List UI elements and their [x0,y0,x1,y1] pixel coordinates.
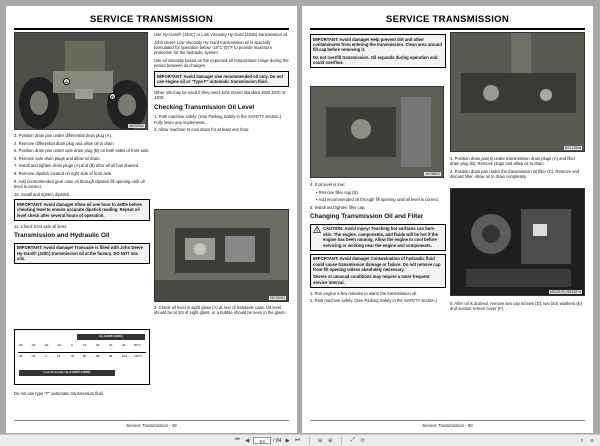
previous-page-button[interactable]: ◀ [245,437,250,444]
figure-id: MX35893 [425,172,440,176]
sight-glass-image [155,210,289,302]
fill-cap-image [311,87,444,178]
front-axle-image [15,33,148,130]
drain-plug-image [451,33,585,152]
navigation-group [233,437,301,445]
last-page-button[interactable]: ⏭ [295,437,301,443]
zoom-out-icon[interactable]: ⊖ [317,437,323,444]
step: 5. After oil is drained, remove two cap screws (D), two lock washers (E) and suction screen cover (F). [450,301,582,312]
step: 11. Check front axle oil level. [14,223,68,229]
viscosity-bar-j20d: Low Viscosity Hy-GARD® (J20D) [19,370,115,376]
bullet: • Add recommended oil through fill opening until oil level is correct. [316,197,439,203]
drain-plug-photo [450,32,585,152]
page-total: / 84 [273,437,282,444]
menu-icon[interactable]: ≡ [590,438,594,444]
marker-b: B [109,93,116,100]
paragraph: Use Hy-Gard® (J20C) or Low Viscosity Hy-Gard (J20D) transmission oil. [154,32,289,37]
viewer-toolbar [0,434,600,446]
tick-label: 104 [122,354,128,358]
step: 1. Park machine safely. (See Parking Safely in the SAFETY section.) Fully lower any implements. [154,114,282,125]
viscosity-bar-j20c: Hy-GARD (J20C) [77,334,145,340]
filter-photo [450,188,585,296]
step: 5. Position drain pan under axle drain plug (B) on both sides of front axle. [14,148,150,154]
step: 4. Position drain pan under the transmission oil filter (C). Remove and discard filter. Allow oil to drain completely. [450,169,580,180]
bullet: • Remove filler cap (B). [316,189,359,195]
footer-divider [14,420,289,421]
caution-box [310,224,446,251]
toolbar-separator [341,437,342,444]
tick-label: 20 [96,343,100,347]
caution-text: CAUTION: Avoid injury! Touching hot surfaces can burn skin. The engine, components, and fluids will be hot if the engine has been running. Allow the engine to cool before servicing or working near the engine and components. [323,226,438,248]
tick-label: -20 [44,343,49,347]
fahrenheit-ticks [18,355,146,359]
search-icon[interactable]: ⌕ [580,437,584,444]
step: 4. Remove differential drain plug and allow oil to drain. [14,140,115,146]
page-title: SERVICE TRANSMISSION [14,14,289,30]
step: 3. Position drain pan under differential drain plug (A). [14,133,112,138]
zoom-in-icon[interactable]: ⊕ [327,437,333,444]
tick-label: -10 [57,343,62,347]
tick-label: 68 [96,354,100,358]
tick-label: -4 [44,354,47,358]
viscosity-chart [14,329,150,385]
page-footer: Service Transmission - 50 [422,423,473,428]
footer-divider [310,420,585,421]
figure-id: MX33092 [270,296,285,300]
note-text: Severe or unusual conditions may require a more frequent service interval. [313,274,430,285]
fill-cap-photo [310,86,444,178]
note-text: IMPORTANT: Avoid damage! Contamination of hydraulic fluid could cause transmission damage or failure. Do not remove cap from fill opening unless absolutely necessary. [313,256,441,272]
tick-label: -22 [31,354,36,358]
paragraph: Use oil viscosity based on the expected air temperature range during the period between oil changes. [154,58,289,69]
tick-label: 14 [57,354,61,358]
section-heading: Checking Transmission Oil Level [154,103,255,111]
axis-line [18,352,146,353]
step: 3. Position drain pan(s) under transmission drain plugs (A) and filter drain plug (B). Remove plugs and allow oil to drain. [450,156,576,167]
filter-image [451,189,585,296]
figure-id: MX13190, MX13274 [550,290,581,294]
step: 6. Remove axle drain plugs and allow oil drain. [14,155,101,161]
section-heading: Changing Transmission Oil and Filter [310,213,424,221]
drain-steps [450,156,585,182]
left-footnote [14,391,214,399]
step: 7. Install and tighten drain plugs (A) and (B) after all oil has drained. [14,163,140,169]
fill-steps [310,182,446,306]
tick-label: 86 [109,354,113,358]
figure-id: MX32982 [129,124,144,128]
warning-triangle-icon [313,226,321,233]
left-column [14,133,150,267]
next-page-button[interactable]: ▶ [285,437,290,444]
step: 2. Allow machine to cool down for at least one hour. [154,127,250,133]
step: 9. Add recommended gear case oil through dipstick fill opening until oil level is correct. [14,178,145,189]
tick-label: 0 [71,343,73,347]
right-page [302,6,593,433]
sight-glass-photo [154,209,289,302]
left-page [6,6,297,433]
step: 2. Park machine safely. (See Parking Safely in the SAFETY section.) [310,298,438,304]
no-type-f-note: Do not use type "F" automatic transmission fluid. [14,391,105,396]
left-page-right-column [154,32,289,135]
toolbar-separator [309,437,310,444]
step: 4. If oil level is low: [310,182,345,187]
important-note [310,254,446,288]
important-note: IMPORTANT: Avoid damage! Transaxle is filled with John Deere Hy-Gard® (J20C) transmission oil at the factory. DO NOT mix oils. [14,243,150,264]
important-note [310,34,446,68]
important-note: IMPORTANT: Avoid damage! Allow oil one hour to settle before checking level to ensure accurate dipstick reading. Repeat oil level check after several hours of operation. [14,199,150,220]
paragraph: Other oils may be used if they meet John Deere standard JDM J20C or J20D. [154,90,286,101]
tick-label: 32 [71,354,75,358]
note-text: Do not overfill transmission. Oil expands during operation and could overflow. [313,54,438,66]
figure-id: MX12258a [564,146,581,150]
right-page-left-column [310,32,446,71]
screen-step [450,301,585,314]
step: 10. Install and tighten dipstick. [14,191,71,197]
tick-label: -40 [18,343,23,347]
tick-label: 30 [109,343,113,347]
step: 8. Remove dipstick located on right side of front axle. [14,170,113,176]
step: 5. Install and tighten filler cap. [310,204,366,210]
rotate-icon[interactable]: ⟳ [360,437,366,444]
tick-label: 50°C [134,343,141,347]
tick-label: -30 [31,343,36,347]
tick-label: 122°F [134,354,143,358]
tick-label: 10 [83,343,87,347]
important-note: IMPORTANT: Avoid damage! Use recommended oil only. Do not use engine oil or "Type F" automatic transmission fluid. [154,71,289,87]
front-axle-photo [14,32,148,130]
page-number-input[interactable]: 53 [253,437,271,445]
celsius-ticks [18,344,146,348]
step: 3. Check oil level in sight glass (A) at rear of transaxle case. Oil level should be at 3/4 of sight glass, or a bubble should be seen in the glass. [154,305,286,316]
tick-label: 50 [83,354,87,358]
page-title: SERVICE TRANSMISSION [310,14,585,30]
marker-a: A [63,78,70,85]
tick-label: 40 [122,343,126,347]
page-footer: Service Transmission - 49 [126,423,177,428]
toolbar-right [578,437,596,445]
view-group [349,437,367,445]
first-page-button[interactable]: ⏮ [234,437,240,443]
fit-page-icon[interactable]: ⤢ [350,437,355,443]
step: 1. Run engine a few minutes to warm the transmission oil. [310,290,418,296]
oil-level-step [154,305,289,318]
note-text: IMPORTANT: Avoid damage! Help prevent dirt and other contaminants from entering the transmission. Clean area around fill cap before removing it. [313,36,442,53]
paragraph: John Deere Low Viscosity Hy-Gard transmission oil is specially formulated for operation below -18°C (0)°F to provide maximum protection for the hydraulic system. [154,39,272,56]
section-heading: Transmission and Hydraulic Oil [14,231,110,239]
tick-label: -40 [18,354,23,358]
zoom-group [316,437,334,445]
